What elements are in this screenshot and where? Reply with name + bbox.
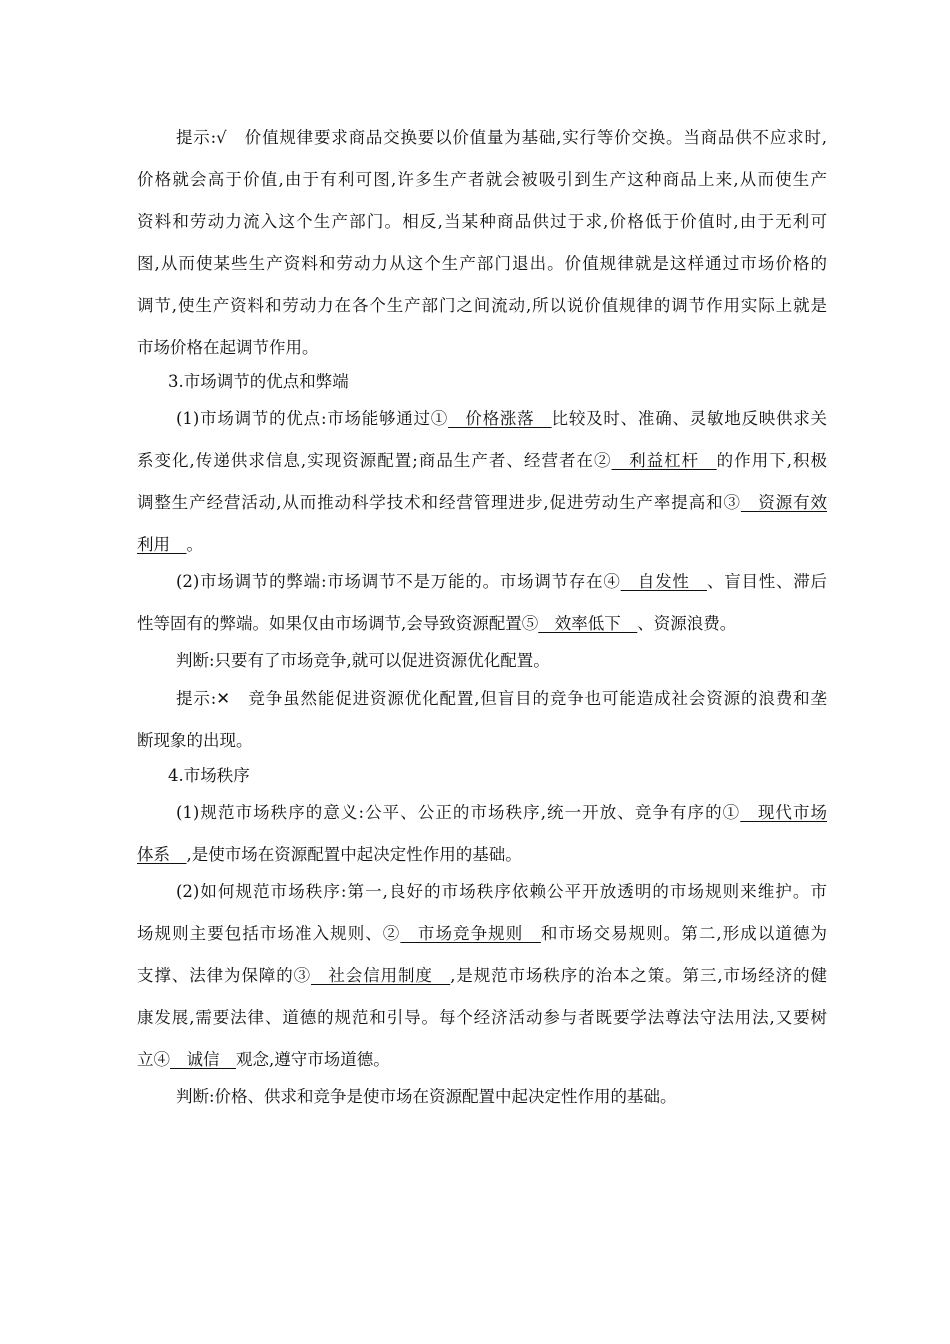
answer-blank: 利用: [137, 535, 187, 554]
hint-paragraph-line: 资料和劳动力流入这个生产部门。相反,当某种商品供过于求,价格低于价值时,由于无利可: [137, 212, 827, 231]
paragraph-line: (1)市场调节的优点:市场能够通过① 价格涨落 比较及时、准确、灵敏地反映供求关: [176, 409, 828, 428]
hint-paragraph-line: 断现象的出现。: [137, 731, 253, 750]
paragraph-line: 调整生产经营活动,从而推动科学技术和经营管理进步,促进劳动生产率提高和③ 资源有效: [137, 493, 827, 512]
paragraph-line: 支撑、法律为保障的③ 社会信用制度 ,是规范市场秩序的治本之策。第三,市场经济的健: [137, 966, 827, 985]
answer-blank: 利益杠杆: [611, 451, 717, 470]
paragraph-line: (1)规范市场秩序的意义:公平、公正的市场秩序,统一开放、竞争有序的① 现代市场: [176, 803, 827, 822]
paragraph-line: (2)如何规范市场秩序:第一,良好的市场秩序依赖公平开放透明的市场规则来维护。市: [176, 882, 827, 901]
answer-blank: 体系: [137, 845, 187, 864]
paragraph-line: 场规则主要包括市场准入规则、② 市场竞争规则 和市场交易规则。第二,形成以道德为: [137, 924, 828, 943]
hint-paragraph-line: 图,从而使某些生产资料和劳动力从这个生产部门退出。价值规律就是这样通过市场价格的: [137, 254, 827, 273]
paragraph-line: 康发展,需要法律、道德的规范和引导。每个经济活动参与者既要学法尊法守法用法,又要树: [137, 1008, 827, 1027]
hint-paragraph-line: 提示:✕ 竞争虽然能促进资源优化配置,但盲目的竞争也可能造成社会资源的浪费和垄: [176, 689, 827, 708]
hint-paragraph-line: 价格就会高于价值,由于有利可图,许多生产者就会被吸引到生产这种商品上来,从而使生产: [137, 170, 827, 189]
answer-blank: 市场竞争规则: [400, 924, 541, 943]
answer-blank: 效率低下: [538, 614, 638, 633]
answer-blank: 价格涨落: [448, 409, 552, 428]
paragraph-line: 立④ 诚信 观念,遵守市场道德。: [137, 1050, 390, 1069]
paragraph-line: 系变化,传递供求信息,实现资源配置;商品生产者、经营者在② 利益杠杆 的作用下,积极: [137, 451, 828, 470]
section-heading: 3.市场调节的优点和弊端: [168, 372, 349, 391]
hint-paragraph-line: 调节,使生产资料和劳动力在各个生产部门之间流动,所以说价值规律的调节作用实际上就是: [137, 296, 827, 315]
paragraph-line: 性等固有的弊端。如果仅由市场调节,会导致资源配置⑤ 效率低下 、资源浪费。: [137, 614, 737, 633]
answer-blank: 现代市场: [740, 803, 827, 822]
section-heading: 4.市场秩序: [168, 766, 250, 785]
judgement-line: 判断:只要有了市场竞争,就可以促进资源优化配置。: [176, 651, 550, 670]
answer-blank: 资源有效: [740, 493, 827, 512]
answer-blank: 自发性: [620, 572, 707, 591]
judgement-line: 判断:价格、供求和竞争是使市场在资源配置中起决定性作用的基础。: [176, 1087, 677, 1106]
answer-blank: 诚信: [170, 1050, 236, 1069]
paragraph-line: 体系 ,是使市场在资源配置中起决定性作用的基础。: [137, 845, 522, 864]
hint-paragraph-line: 提示:√ 价值规律要求商品交换要以价值量为基础,实行等价交换。当商品供不应求时,: [176, 128, 827, 147]
paragraph-line: 利用 。: [137, 535, 203, 554]
hint-paragraph-line: 市场价格在起调节作用。: [137, 338, 319, 357]
answer-blank: 社会信用制度: [311, 966, 451, 985]
paragraph-line: (2)市场调节的弊端:市场调节不是万能的。市场调节存在④ 自发性 、盲目性、滞后: [176, 572, 828, 591]
